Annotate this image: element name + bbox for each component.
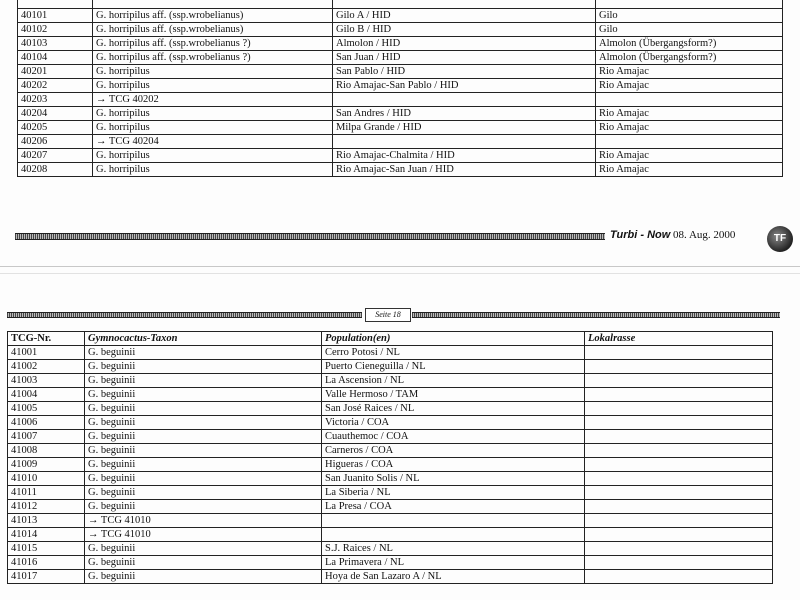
newsletter-logo-icon: TF bbox=[767, 226, 793, 252]
tcg-number-cell: 41011 bbox=[8, 486, 85, 500]
taxon-cell: G. horripilus aff. (ssp.wrobelianus ?) bbox=[93, 37, 333, 51]
taxon-cell: G. beguinii bbox=[85, 388, 322, 402]
lokalrasse-cell bbox=[585, 416, 773, 430]
page-separator-shadow bbox=[0, 273, 800, 274]
lokalrasse-cell bbox=[585, 360, 773, 374]
tcg-number-cell: 40102 bbox=[18, 23, 93, 37]
tcg-number-cell: 40201 bbox=[18, 65, 93, 79]
table-row bbox=[18, 0, 783, 9]
lokalrasse-cell bbox=[585, 444, 773, 458]
table-row bbox=[18, 65, 783, 79]
tcg-number-cell: 40103 bbox=[18, 37, 93, 51]
tcg-number-cell: 41006 bbox=[8, 416, 85, 430]
table-row bbox=[8, 416, 773, 430]
taxon-cell: G. beguinii bbox=[85, 444, 322, 458]
taxon-cell: G. horripilus bbox=[93, 121, 333, 135]
table-row bbox=[8, 486, 773, 500]
population-cell: La Presa / COA bbox=[322, 500, 585, 514]
table-row bbox=[18, 107, 783, 121]
lokalrasse-cell bbox=[585, 542, 773, 556]
taxon-cell: G. horripilus bbox=[93, 149, 333, 163]
population-cell: S.J. Raices / NL bbox=[322, 542, 585, 556]
tcg-number-cell: 41008 bbox=[8, 444, 85, 458]
taxon-cell: G. beguinii bbox=[85, 430, 322, 444]
column-header-population: Population(en) bbox=[322, 332, 585, 346]
tcg-number-cell: 41004 bbox=[8, 388, 85, 402]
population-cell: Rio Amajac-San Pablo / HID bbox=[333, 79, 596, 93]
taxon-cell: G. beguinii bbox=[85, 542, 322, 556]
population-cell: Gilo B / HID bbox=[333, 23, 596, 37]
population-cell: Cuauthemoc / COA bbox=[322, 430, 585, 444]
lokalrasse-cell: Almolon (Übergangsform?) bbox=[596, 37, 783, 51]
population-cell: La Primavera / NL bbox=[322, 556, 585, 570]
lokalrasse-cell bbox=[585, 514, 773, 528]
table-row bbox=[18, 51, 783, 65]
tcg-number-cell: 41012 bbox=[8, 500, 85, 514]
table-row bbox=[8, 570, 773, 584]
tcg-number-cell: 40204 bbox=[18, 107, 93, 121]
population-cell: Higueras / COA bbox=[322, 458, 585, 472]
species-table bbox=[7, 331, 773, 584]
table-row bbox=[18, 9, 783, 23]
tcg-number-cell: 40205 bbox=[18, 121, 93, 135]
lokalrasse-cell bbox=[596, 135, 783, 149]
table-row bbox=[8, 542, 773, 556]
taxon-cell: G. beguinii bbox=[85, 374, 322, 388]
population-cell: Puerto Cieneguilla / NL bbox=[322, 360, 585, 374]
population-cell: La Ascension / NL bbox=[322, 374, 585, 388]
lokalrasse-cell: Rio Amajac bbox=[596, 79, 783, 93]
table-row bbox=[18, 163, 783, 177]
table-row bbox=[8, 500, 773, 514]
lokalrasse-cell bbox=[585, 388, 773, 402]
column-header-taxon: Gymnocactus-Taxon bbox=[85, 332, 322, 346]
population-cell: Gilo A / HID bbox=[333, 9, 596, 23]
taxon-cell: G. horripilus aff. (ssp.wrobelianus ?) bbox=[93, 51, 333, 65]
population-cell bbox=[322, 514, 585, 528]
population-cell bbox=[333, 93, 596, 107]
tcg-number-cell: 40206 bbox=[18, 135, 93, 149]
table-row bbox=[18, 37, 783, 51]
column-header-lokalrasse: Lokalrasse bbox=[585, 332, 773, 346]
lokalrasse-cell: Rio Amajac bbox=[596, 107, 783, 121]
table-row bbox=[8, 360, 773, 374]
tcg-number-cell: 41015 bbox=[8, 542, 85, 556]
table-row bbox=[18, 93, 783, 107]
population-cell: San Juanito Solis / NL bbox=[322, 472, 585, 486]
tcg-number-cell: 41016 bbox=[8, 556, 85, 570]
table-row bbox=[8, 528, 773, 542]
lokalrasse-cell bbox=[585, 556, 773, 570]
lokalrasse-cell bbox=[596, 93, 783, 107]
population-cell: Victoria / COA bbox=[322, 416, 585, 430]
population-cell bbox=[333, 135, 596, 149]
footer-rule bbox=[15, 233, 605, 240]
population-cell: San José Raices / NL bbox=[322, 402, 585, 416]
tcg-number-cell: 41005 bbox=[8, 402, 85, 416]
population-cell: Valle Hermoso / TAM bbox=[322, 388, 585, 402]
table-row bbox=[8, 556, 773, 570]
population-cell bbox=[333, 0, 596, 9]
lokalrasse-cell: Rio Amajac bbox=[596, 121, 783, 135]
header-rule-right bbox=[412, 312, 780, 318]
lokalrasse-cell: Rio Amajac bbox=[596, 65, 783, 79]
table-row bbox=[8, 374, 773, 388]
population-cell: Cerro Potosi / NL bbox=[322, 346, 585, 360]
taxon-cell: → TCG 40204 bbox=[93, 135, 333, 149]
taxon-cell: G. beguinii bbox=[85, 570, 322, 584]
taxon-cell: G. beguinii bbox=[85, 458, 322, 472]
tcg-number-cell bbox=[18, 0, 93, 9]
taxon-cell: G. horripilus bbox=[93, 107, 333, 121]
taxon-cell: → TCG 41010 bbox=[85, 528, 322, 542]
lokalrasse-cell: Gilo bbox=[596, 9, 783, 23]
lokalrasse-cell bbox=[585, 486, 773, 500]
population-cell: Almolon / HID bbox=[333, 37, 596, 51]
population-cell: Milpa Grande / HID bbox=[333, 121, 596, 135]
population-cell: San Pablo / HID bbox=[333, 65, 596, 79]
taxon-cell: G. beguinii bbox=[85, 486, 322, 500]
tcg-number-cell: 40104 bbox=[18, 51, 93, 65]
page-separator bbox=[0, 266, 800, 267]
tcg-number-cell: 41002 bbox=[8, 360, 85, 374]
lokalrasse-cell: Rio Amajac bbox=[596, 163, 783, 177]
taxon-cell: G. horripilus aff. (ssp.wrobelianus) bbox=[93, 9, 333, 23]
lokalrasse-cell bbox=[596, 0, 783, 9]
table-row bbox=[18, 121, 783, 135]
taxon-cell: G. horripilus bbox=[93, 79, 333, 93]
newsletter-brand: Turbi - Now bbox=[610, 229, 671, 241]
tcg-number-cell: 41014 bbox=[8, 528, 85, 542]
table-row bbox=[18, 135, 783, 149]
table-row bbox=[18, 149, 783, 163]
lokalrasse-cell bbox=[585, 570, 773, 584]
taxon-cell: → TCG 41010 bbox=[85, 514, 322, 528]
table-row bbox=[18, 79, 783, 93]
table-row bbox=[8, 402, 773, 416]
lokalrasse-cell bbox=[585, 430, 773, 444]
population-cell: San Juan / HID bbox=[333, 51, 596, 65]
species-table-continued bbox=[17, 0, 783, 177]
tcg-number-cell: 40101 bbox=[18, 9, 93, 23]
taxon-cell: G. beguinii bbox=[85, 346, 322, 360]
taxon-cell: → TCG 40202 bbox=[93, 93, 333, 107]
page-number: Seite 18 bbox=[365, 308, 411, 322]
taxon-cell: G. beguinii bbox=[85, 556, 322, 570]
lokalrasse-cell bbox=[585, 374, 773, 388]
population-cell: Rio Amajac-San Juan / HID bbox=[333, 163, 596, 177]
tcg-number-cell: 40203 bbox=[18, 93, 93, 107]
table-header-row bbox=[8, 332, 773, 346]
taxon-cell: G. horripilus bbox=[93, 163, 333, 177]
tcg-number-cell: 40202 bbox=[18, 79, 93, 93]
lokalrasse-cell bbox=[585, 528, 773, 542]
lokalrasse-cell bbox=[585, 500, 773, 514]
tcg-number-cell: 41001 bbox=[8, 346, 85, 360]
table-row bbox=[8, 346, 773, 360]
lokalrasse-cell: Almolon (Übergangsform?) bbox=[596, 51, 783, 65]
table-row bbox=[18, 23, 783, 37]
lokalrasse-cell: Rio Amajac bbox=[596, 149, 783, 163]
tcg-number-cell: 41010 bbox=[8, 472, 85, 486]
column-header-tcg-nr: TCG-Nr. bbox=[8, 332, 85, 346]
population-cell bbox=[322, 528, 585, 542]
taxon-cell: G. beguinii bbox=[85, 416, 322, 430]
taxon-cell: G. beguinii bbox=[85, 500, 322, 514]
newsletter-date: 08. Aug. 2000 bbox=[673, 229, 736, 241]
footer bbox=[610, 229, 735, 241]
lokalrasse-cell bbox=[585, 346, 773, 360]
tcg-number-cell: 40208 bbox=[18, 163, 93, 177]
lokalrasse-cell: Gilo bbox=[596, 23, 783, 37]
taxon-cell: G. beguinii bbox=[85, 472, 322, 486]
taxon-cell: G. horripilus bbox=[93, 65, 333, 79]
lokalrasse-cell bbox=[585, 402, 773, 416]
population-cell: Rio Amajac-Chalmita / HID bbox=[333, 149, 596, 163]
taxon-cell: G. beguinii bbox=[85, 360, 322, 374]
table-row bbox=[8, 388, 773, 402]
tcg-number-cell: 41013 bbox=[8, 514, 85, 528]
tcg-number-cell: 41017 bbox=[8, 570, 85, 584]
population-cell: Carneros / COA bbox=[322, 444, 585, 458]
lokalrasse-cell bbox=[585, 458, 773, 472]
population-cell: San Andres / HID bbox=[333, 107, 596, 121]
table-row bbox=[8, 430, 773, 444]
tcg-number-cell: 41003 bbox=[8, 374, 85, 388]
taxon-cell bbox=[93, 0, 333, 9]
population-cell: Hoya de San Lazaro A / NL bbox=[322, 570, 585, 584]
table-row bbox=[8, 444, 773, 458]
tcg-number-cell: 40207 bbox=[18, 149, 93, 163]
tcg-number-cell: 41009 bbox=[8, 458, 85, 472]
table-row bbox=[8, 458, 773, 472]
table-row bbox=[8, 472, 773, 486]
lokalrasse-cell bbox=[585, 472, 773, 486]
taxon-cell: G. horripilus aff. (ssp.wrobelianus) bbox=[93, 23, 333, 37]
population-cell: La Siberia / NL bbox=[322, 486, 585, 500]
tcg-number-cell: 41007 bbox=[8, 430, 85, 444]
header-rule-left bbox=[7, 312, 362, 318]
taxon-cell: G. beguinii bbox=[85, 402, 322, 416]
table-row bbox=[8, 514, 773, 528]
